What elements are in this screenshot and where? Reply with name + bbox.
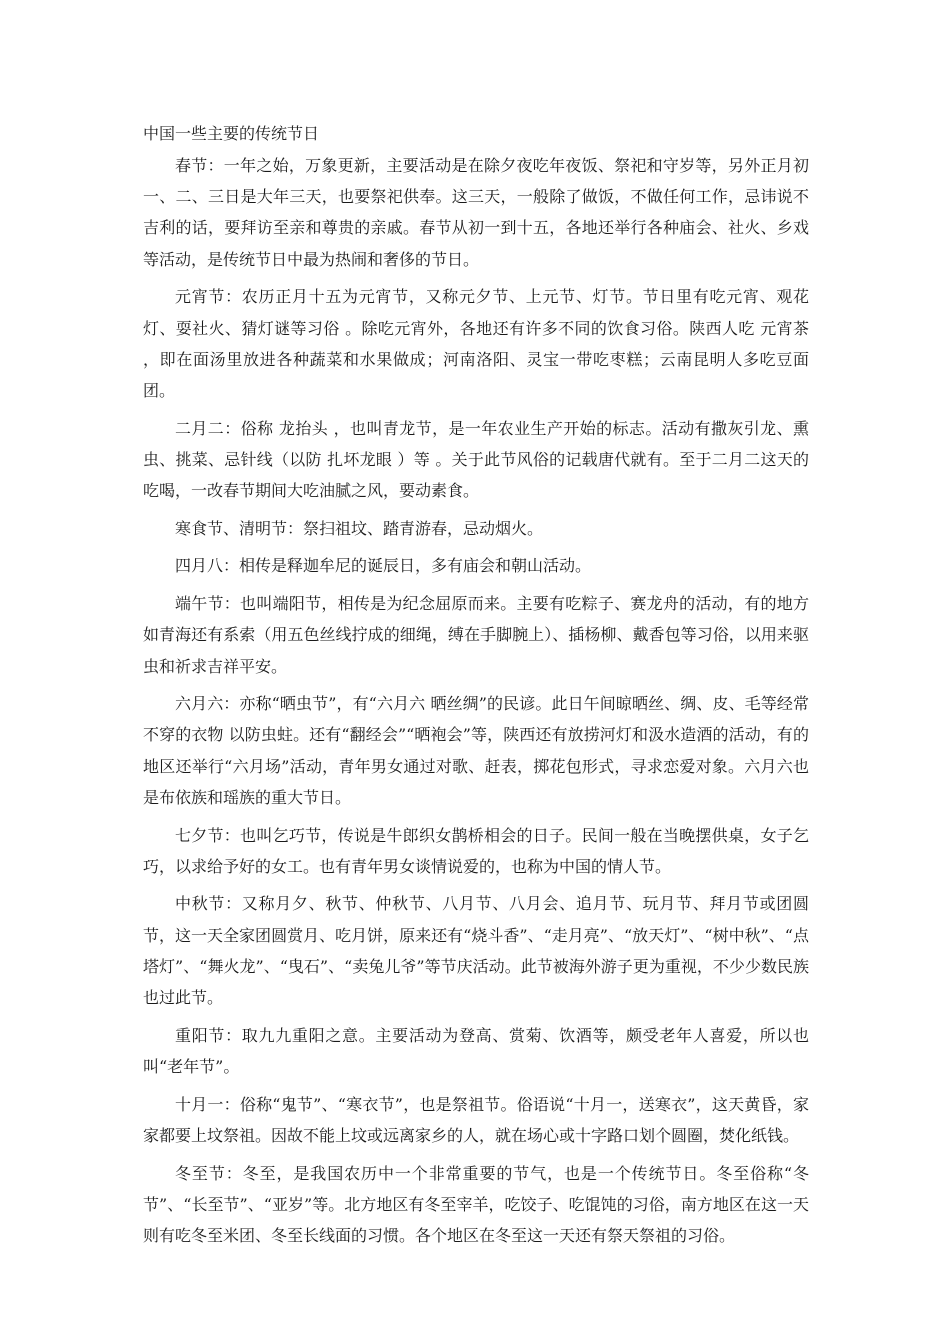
paragraph-mid-autumn: 中秋节：又称月夕、秋节、仲秋节、八月节、八月会、追月节、玩月节、拜月节或团圆节，这一天全家团圆赏月、吃月饼，原来还有“烧斗香”、“走月亮”、“放天灯”、“树中秋”、“点塔灯”、“舞火龙”、“曳石”、“卖兔儿爷”等节庆活动。此节被海外游子更为重视，不少少数民族也过此节。 bbox=[143, 894, 809, 1008]
paragraph-sixth-month-sixth: 六月六：亦称“晒虫节”，有“六月六 晒丝绸”的民谚。此日午间晾晒丝、绸、皮、毛等经常不穿的衣物 以防虫蛀。还有“翻经会”“晒袍会”等，陕西还有放捞河灯和汲水造酒的活动，有的地区还举行“六月场”活动，青年男女通过对歌、赶表，掷花包形式，寻求恋爱对象。六月六也是布依族和瑶族的重大节日。 bbox=[143, 694, 809, 807]
paragraph-dragon-head: 二月二：俗称 龙抬头 ，也叫青龙节，是一年农业生产开始的标志。活动有撒灰引龙、熏虫、挑菜、忌针线（以防 扎坏龙眼 ）等 。关于此节风俗的记载唐代就有。至于二月二这天的吃喝，一改春节期间大吃油腻之风，要动素食。 bbox=[143, 418, 809, 501]
paragraph-tenth-month-first: 十月一：俗称“鬼节”、“寒衣节”，也是祭祖节。俗语说“十月一，送寒衣”，这天黄昏，家家都要上坟祭祖。因故不能上坟或远离家乡的人，就在场心或十字路口划个圆圈，焚化纸钱。 bbox=[143, 1094, 809, 1145]
document-page bbox=[143, 118, 809, 1258]
paragraph-qingming: 寒食节、清明节：祭扫祖坟、踏青游春，忌动烟火。 bbox=[175, 518, 544, 538]
paragraph-double-ninth: 重阳节：取九九重阳之意。主要活动为登高、赏菊、饮酒等，颇受老年人喜爱，所以也叫“老年节”。 bbox=[143, 1025, 809, 1076]
document-title: 中国一些主要的传统节日 bbox=[143, 124, 320, 143]
paragraph-spring-festival: 春节：一年之始，万象更新，主要活动是在除夕夜吃年夜饭、祭祀和守岁等，另外正月初一、二、三日是大年三天，也要祭祀供奉。这三天，一般除了做饭，不做任何工作，忌讳说不吉利的话，要拜访至亲和尊贵的亲戚。春节从初一到十五，各地还举行各种庙会、社火、乡戏等活动，是传统节日中最为热闹和奢侈的节日。 bbox=[143, 156, 809, 269]
paragraph-lantern-festival: 元宵节：农历正月十五为元宵节，又称元夕节、上元节、灯节。节日里有吃元宵、观花灯、耍社火、猜灯谜等习俗 。除吃元宵外，各地还有许多不同的饮食习俗。陕西人吃 元宵茶 ，即在面汤里放进各种蔬菜和水果做成；河南洛阳、灵宝一带吃枣糕；云南昆明人多吃豆面团。 bbox=[143, 287, 809, 400]
paragraph-qixi: 七夕节：也叫乞巧节，传说是牛郎织女鹊桥相会的日子。民间一般在当晚摆供桌，女子乞巧，以求给予好的女工。也有青年男女谈情说爱的，也称为中国的情人节。 bbox=[143, 825, 809, 876]
paragraph-dragon-boat: 端午节：也叫端阳节，相传是为纪念屈原而来。主要有吃粽子、赛龙舟的活动，有的地方如青海还有系索（用五色丝线拧成的细绳，缚在手脚腕上）、插杨柳、戴香包等习俗，以用来驱虫和祈求吉祥平安。 bbox=[143, 594, 809, 676]
paragraph-fourth-month-eighth: 四月八：相传是释迦牟尼的诞辰日，多有庙会和朝山活动。 bbox=[175, 556, 592, 576]
paragraph-winter-solstice: 冬至节：冬至，是我国农历中一个非常重要的节气，也是一个传统节日。冬至俗称“冬节”、“长至节”、“亚岁”等。北方地区有冬至宰羊，吃饺子、吃馄饨的习俗，南方地区在这一天则有吃冬至米团、冬至长线面的习惯。各个地区在冬至这一天还有祭天祭祖的习俗。 bbox=[143, 1163, 809, 1245]
